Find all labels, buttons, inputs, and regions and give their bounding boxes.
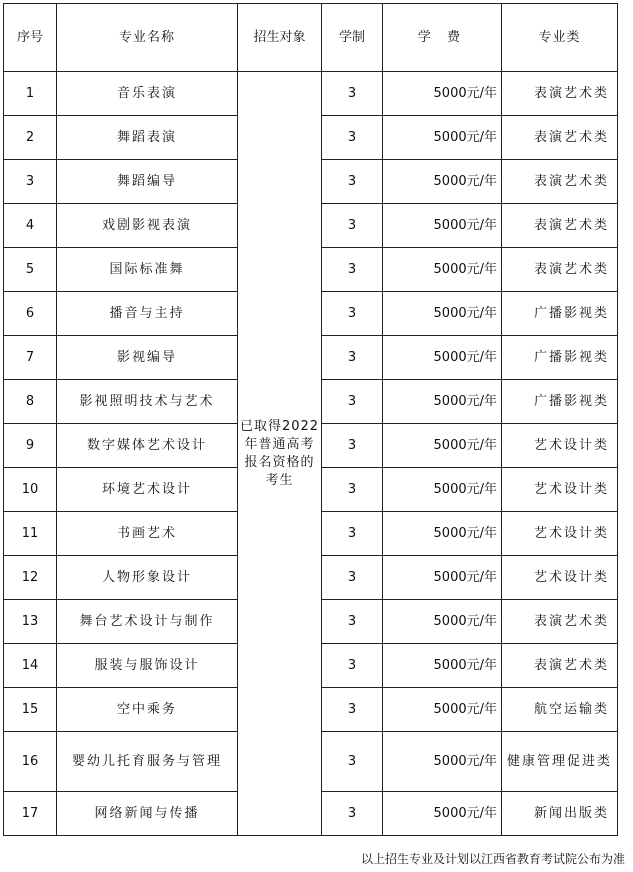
row-no: 1 [4, 72, 57, 116]
row-fee: 5000元/年 [383, 116, 502, 160]
row-no: 9 [4, 424, 57, 468]
row-fee: 5000元/年 [383, 292, 502, 336]
row-fee: 5000元/年 [383, 792, 502, 836]
row-name: 戏剧影视表演 [57, 204, 238, 248]
row-no: 6 [4, 292, 57, 336]
header-fee: 学 费 [383, 4, 502, 72]
header-duration: 学制 [322, 4, 383, 72]
row-name: 数字媒体艺术设计 [57, 424, 238, 468]
row-duration: 3 [322, 72, 383, 116]
header-category: 专业类 [502, 4, 618, 72]
row-category: 艺术设计类 [502, 512, 618, 556]
footnote: 以上招生专业及计划以江西省教育考试院公布为准 [360, 852, 625, 866]
row-no: 2 [4, 116, 57, 160]
row-category: 广播影视类 [502, 336, 618, 380]
row-name: 影视照明技术与艺术 [57, 380, 238, 424]
row-no: 4 [4, 204, 57, 248]
row-category: 艺术设计类 [502, 468, 618, 512]
row-no: 17 [4, 792, 57, 836]
row-duration: 3 [322, 732, 383, 792]
row-category: 表演艺术类 [502, 204, 618, 248]
row-duration: 3 [322, 556, 383, 600]
row-name: 网络新闻与传播 [57, 792, 238, 836]
row-duration: 3 [322, 336, 383, 380]
row-duration: 3 [322, 248, 383, 292]
row-fee: 5000元/年 [383, 732, 502, 792]
row-fee: 5000元/年 [383, 688, 502, 732]
row-duration: 3 [322, 468, 383, 512]
row-name: 环境艺术设计 [57, 468, 238, 512]
row-category: 表演艺术类 [502, 72, 618, 116]
row-no: 10 [4, 468, 57, 512]
row-no: 13 [4, 600, 57, 644]
row-duration: 3 [322, 380, 383, 424]
row-category: 表演艺术类 [502, 644, 618, 688]
row-fee: 5000元/年 [383, 336, 502, 380]
row-duration: 3 [322, 688, 383, 732]
row-duration: 3 [322, 160, 383, 204]
row-name: 播音与主持 [57, 292, 238, 336]
row-name: 服装与服饰设计 [57, 644, 238, 688]
row-name: 影视编导 [57, 336, 238, 380]
row-category: 航空运输类 [502, 688, 618, 732]
row-category: 表演艺术类 [502, 116, 618, 160]
row-fee: 5000元/年 [383, 468, 502, 512]
row-fee: 5000元/年 [383, 644, 502, 688]
row-duration: 3 [322, 292, 383, 336]
row-fee: 5000元/年 [383, 72, 502, 116]
row-name: 舞蹈编导 [57, 160, 238, 204]
target-note: 已取得2022年普通高考报名资格的考生 [238, 72, 322, 836]
row-fee: 5000元/年 [383, 600, 502, 644]
row-fee: 5000元/年 [383, 248, 502, 292]
row-no: 14 [4, 644, 57, 688]
header-no: 序号 [4, 4, 57, 72]
row-duration: 3 [322, 424, 383, 468]
row-category: 健康管理促进类 [502, 732, 618, 792]
row-name: 婴幼儿托育服务与管理 [57, 732, 238, 792]
row-category: 表演艺术类 [502, 248, 618, 292]
row-fee: 5000元/年 [383, 380, 502, 424]
row-no: 16 [4, 732, 57, 792]
row-name: 书画艺术 [57, 512, 238, 556]
row-no: 8 [4, 380, 57, 424]
row-category: 广播影视类 [502, 292, 618, 336]
row-name: 人物形象设计 [57, 556, 238, 600]
row-no: 12 [4, 556, 57, 600]
row-duration: 3 [322, 600, 383, 644]
row-duration: 3 [322, 644, 383, 688]
row-no: 5 [4, 248, 57, 292]
row-no: 7 [4, 336, 57, 380]
row-name: 舞蹈表演 [57, 116, 238, 160]
row-category: 艺术设计类 [502, 556, 618, 600]
row-category: 表演艺术类 [502, 600, 618, 644]
row-fee: 5000元/年 [383, 160, 502, 204]
row-no: 11 [4, 512, 57, 556]
row-name: 国际标准舞 [57, 248, 238, 292]
row-no: 3 [4, 160, 57, 204]
row-name: 音乐表演 [57, 72, 238, 116]
table-body [4, 72, 618, 836]
header-target: 招生对象 [238, 4, 322, 72]
table-row [4, 72, 618, 116]
row-duration: 3 [322, 512, 383, 556]
row-name: 舞台艺术设计与制作 [57, 600, 238, 644]
header-name: 专业名称 [57, 4, 238, 72]
row-category: 表演艺术类 [502, 160, 618, 204]
row-fee: 5000元/年 [383, 204, 502, 248]
row-category: 艺术设计类 [502, 424, 618, 468]
row-fee: 5000元/年 [383, 512, 502, 556]
row-fee: 5000元/年 [383, 424, 502, 468]
row-duration: 3 [322, 116, 383, 160]
row-no: 15 [4, 688, 57, 732]
enrollment-table [3, 3, 618, 836]
row-duration: 3 [322, 204, 383, 248]
row-fee: 5000元/年 [383, 556, 502, 600]
row-name: 空中乘务 [57, 688, 238, 732]
table-header-row [4, 4, 618, 72]
row-category: 广播影视类 [502, 380, 618, 424]
row-category: 新闻出版类 [502, 792, 618, 836]
row-duration: 3 [322, 792, 383, 836]
